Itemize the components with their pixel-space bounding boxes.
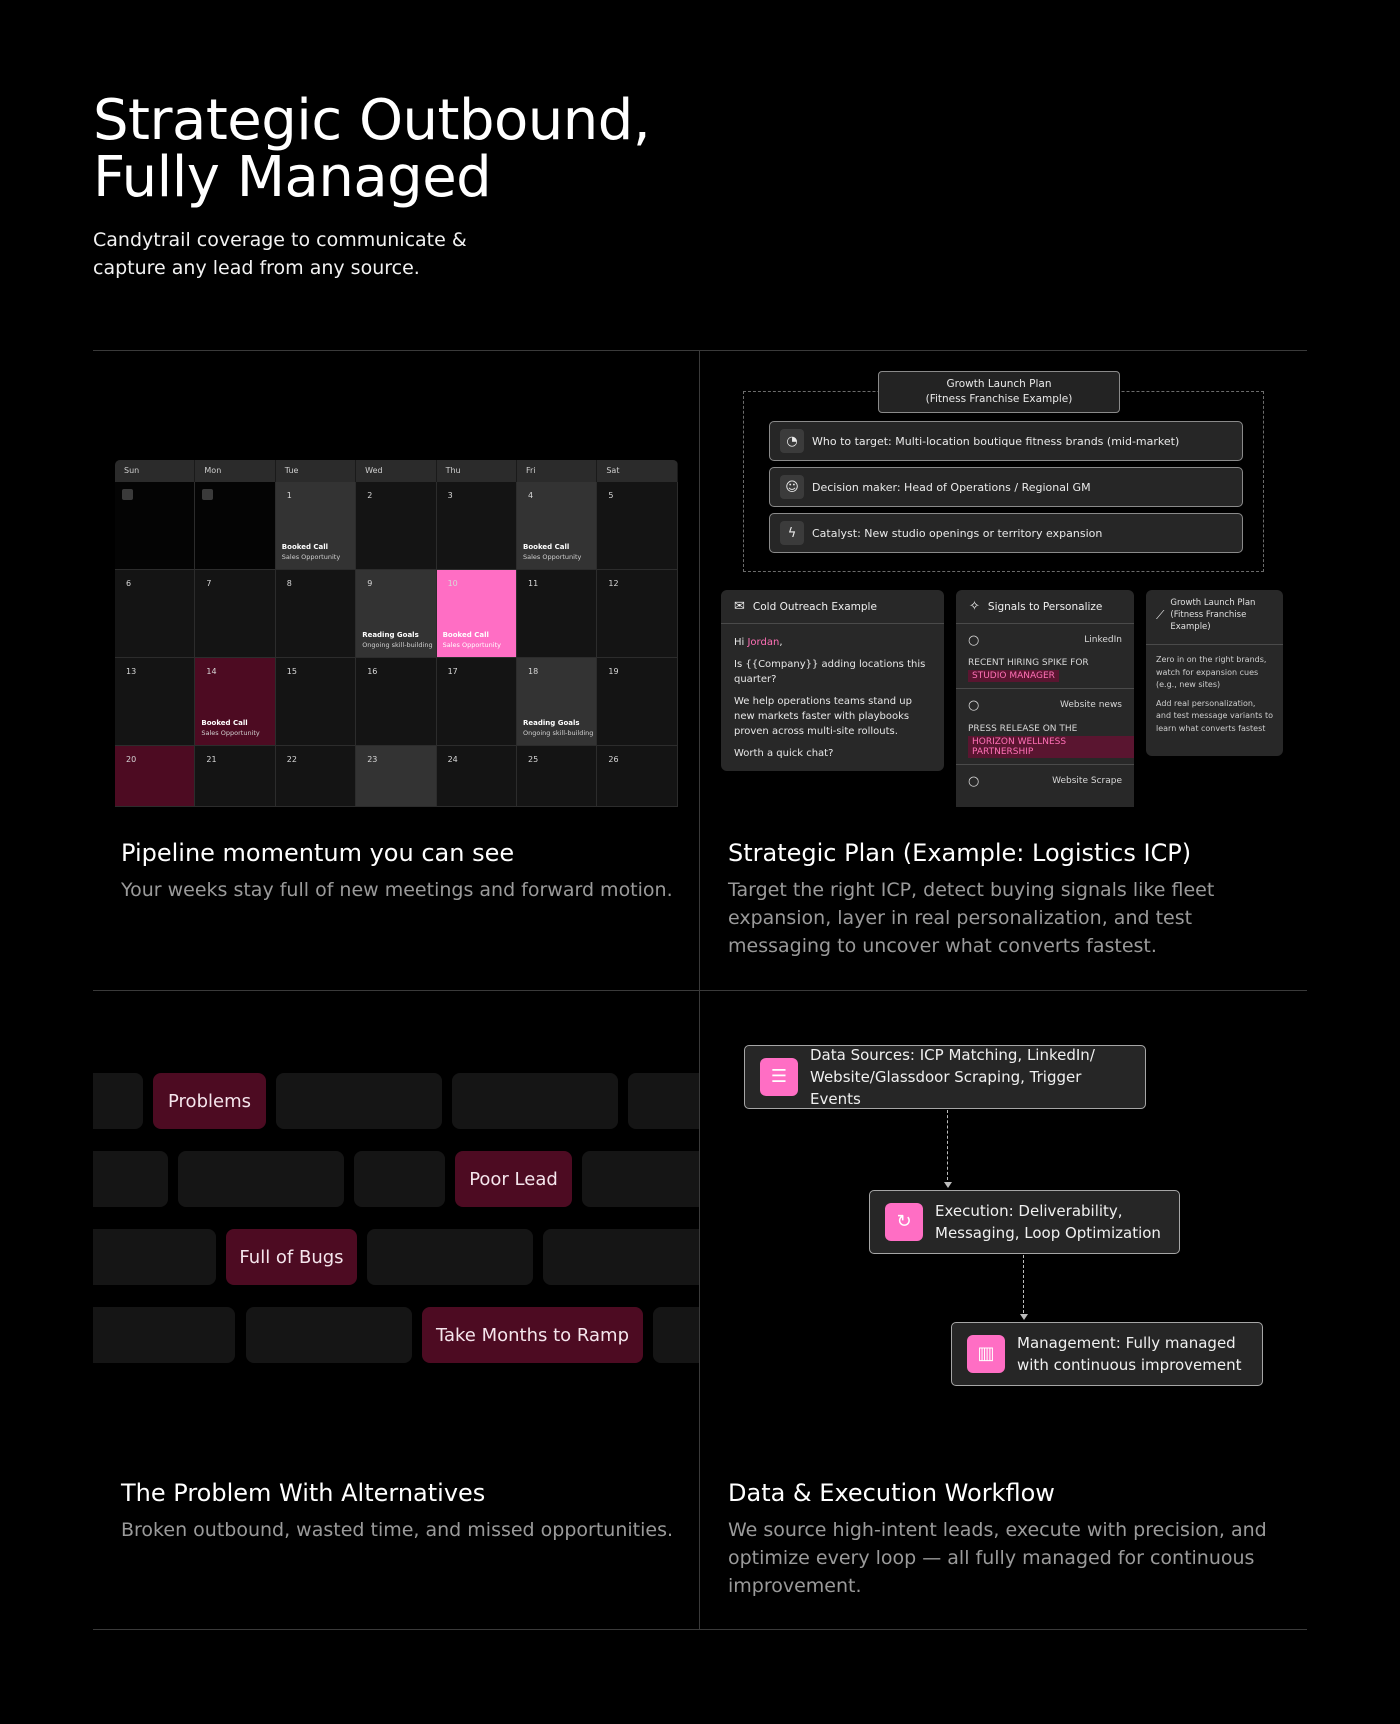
calendar-cell[interactable]: 1 Booked Call Sales Opportunity	[276, 482, 356, 570]
blank-pill	[354, 1151, 445, 1207]
workflow-step-execution: ↻ Execution: Deliverability, Messaging, Loop Optimization	[869, 1190, 1180, 1254]
calendar-cell[interactable]: 9 Reading Goals Ongoing skill-building	[356, 570, 436, 658]
card-description: Broken outbound, wasted time, and missed opportunities.	[121, 1519, 674, 1541]
panel-header: ✉ Cold Outreach Example	[721, 590, 944, 624]
blank-pill	[93, 1307, 235, 1363]
calendar-cell[interactable]: 6	[115, 570, 195, 658]
cold-outreach-panel	[721, 590, 944, 771]
chart-icon: ▥	[967, 1335, 1005, 1373]
calendar-event[interactable]: Reading Goals Ongoing skill-building	[523, 719, 594, 737]
trend-chart-icon: ⟋	[1156, 608, 1165, 622]
calendar-cell[interactable]: 24	[437, 746, 517, 807]
blank-pill	[582, 1151, 699, 1207]
calendar-cell[interactable]: 7	[195, 570, 275, 658]
card-title: Pipeline momentum you can see	[121, 839, 515, 867]
connector-line	[1023, 1255, 1024, 1313]
calendar-cell[interactable]: 23	[356, 746, 436, 807]
calendar-event[interactable]: Booked Call Sales Opportunity	[281, 543, 341, 561]
sparkle-icon: ✧	[969, 599, 980, 614]
divider-top	[93, 350, 1307, 351]
calendar-cell[interactable]: 3	[437, 482, 517, 570]
calendar-cell[interactable]: 2	[356, 482, 436, 570]
calendar-cell[interactable]: 12	[597, 570, 677, 658]
calendar-cell[interactable]: 16	[356, 658, 436, 746]
calendar-event[interactable]: Reading Goals Ongoing skill-building	[362, 631, 433, 649]
blank-pill	[93, 1073, 143, 1129]
blank-pill	[246, 1307, 412, 1363]
day-label: Sun	[115, 460, 195, 482]
plan-row-decision-maker: ☺ Decision maker: Head of Operations / Regional GM	[769, 467, 1243, 507]
calendar-cell[interactable]: 22	[276, 746, 356, 807]
blank-pill	[653, 1307, 699, 1363]
blank-pill	[178, 1151, 344, 1207]
arrow-icon	[944, 1182, 952, 1188]
user-icon: ☺	[780, 475, 804, 499]
signal-item: ○ Website Scrape	[968, 774, 1122, 789]
calendar-event[interactable]: Booked Call Sales Opportunity	[442, 631, 501, 649]
calendar	[115, 460, 678, 807]
growth-plan-panel	[1146, 590, 1283, 756]
card-title: Strategic Plan (Example: Logistics ICP)	[728, 839, 1192, 867]
day-label: Fri	[517, 460, 597, 482]
blank-pill	[367, 1229, 533, 1285]
bulb-icon: ○	[968, 698, 980, 713]
calendar-cell[interactable]: 15	[276, 658, 356, 746]
divider-bottom	[93, 1629, 1307, 1630]
divider-middle	[93, 990, 1307, 991]
checkbox-icon[interactable]	[122, 489, 133, 500]
day-label: Wed	[356, 460, 436, 482]
hero-subtitle: Candytrail coverage to communicate & capture any lead from any source.	[93, 229, 467, 279]
bulb-icon: ○	[968, 774, 980, 789]
card-description: We source high-intent leads, execute with precision, and optimize every loop — all fully managed for continuous improvement.	[728, 1519, 1267, 1597]
outreach-body: Hi Jordan, Is {{Company}} adding locations this quarter? We help operations teams stand up new markets faster with playbooks proven across multi-site rollouts. Worth a quick chat?	[734, 637, 926, 759]
bulb-icon: ○	[968, 633, 980, 648]
calendar-cell[interactable]: 5	[597, 482, 677, 570]
calendar-cell[interactable]: 17	[437, 658, 517, 746]
blank-pill	[452, 1073, 618, 1129]
day-label: Tue	[276, 460, 356, 482]
calendar-cell-highlighted[interactable]: 10 Booked Call Sales Opportunity	[437, 570, 517, 658]
database-icon: ☰	[760, 1058, 798, 1096]
day-label: Thu	[437, 460, 517, 482]
problem-tag: Full of Bugs	[226, 1229, 357, 1285]
plan-header: Growth Launch Plan (Fitness Franchise Example)	[878, 371, 1120, 413]
workflow-step-management: ▥ Management: Fully managed with continuous improvement	[951, 1322, 1263, 1386]
calendar-header	[115, 460, 678, 482]
divider-vertical	[699, 350, 700, 1630]
card-title: Data & Execution Workflow	[728, 1479, 1055, 1507]
problem-tag: Poor Lead	[455, 1151, 572, 1207]
blank-pill	[543, 1229, 699, 1285]
calendar-cell[interactable]: 20	[115, 746, 195, 807]
calendar-cell[interactable]: 18 Reading Goals Ongoing skill-building	[517, 658, 597, 746]
checkbox-icon[interactable]	[202, 489, 213, 500]
hero-title: Strategic Outbound, Fully Managed	[93, 88, 651, 210]
connector-line	[947, 1110, 948, 1180]
calendar-cell[interactable]: 26	[597, 746, 677, 807]
plan-row-catalyst: ϟ Catalyst: New studio openings or territory expansion	[769, 513, 1243, 553]
refresh-icon: ↻	[885, 1203, 923, 1241]
signal-item: ○ LinkedIn RECENT HIRING SPIKE FOR STUDIO MANAGER	[956, 625, 1134, 689]
arrow-icon	[1020, 1314, 1028, 1320]
calendar-event[interactable]: Booked Call Sales Opportunity	[201, 719, 260, 737]
mail-icon: ✉	[734, 599, 745, 614]
panel-header: ⟋ Growth Launch Plan (Fitness Franchise Example)	[1146, 590, 1283, 645]
lightning-icon: ϟ	[780, 521, 804, 545]
calendar-cell[interactable]: 8	[276, 570, 356, 658]
calendar-cell[interactable]: 21	[195, 746, 275, 807]
panel-header: ✧ Signals to Personalize	[956, 590, 1134, 624]
calendar-cell[interactable]: 13	[115, 658, 195, 746]
signals-panel	[956, 590, 1134, 807]
calendar-cell[interactable]: 19	[597, 658, 677, 746]
calendar-grid	[115, 482, 678, 807]
calendar-cell[interactable]: 4 Booked Call Sales Opportunity	[517, 482, 597, 570]
calendar-event[interactable]: Booked Call Sales Opportunity	[523, 543, 582, 561]
blank-pill	[628, 1073, 699, 1129]
panel-body: Zero in on the right brands, watch for expansion cues (e.g., new sites) Add real personalization, and test message variants to learn what converts fastest	[1156, 655, 1273, 733]
problem-tag: Problems	[153, 1073, 266, 1129]
card-title: The Problem With Alternatives	[121, 1479, 486, 1507]
calendar-cell[interactable]: 11	[517, 570, 597, 658]
workflow-step-data-sources: ☰ Data Sources: ICP Matching, LinkedIn/ Website/Glassdoor Scraping, Trigger Events	[744, 1045, 1146, 1109]
plan-row-target: ◔ Who to target: Multi-location boutique fitness brands (mid-market)	[769, 421, 1243, 461]
blank-pill	[276, 1073, 442, 1129]
card-description: Target the right ICP, detect buying signals like fleet expansion, layer in real personalization, and test messaging to uncover what converts fastest.	[728, 879, 1215, 957]
problem-tag: Take Months to Ramp	[422, 1307, 643, 1363]
day-label: Sat	[597, 460, 677, 482]
problem-pills	[93, 1070, 699, 1370]
calendar-cell[interactable]: 25	[517, 746, 597, 807]
day-label: Mon	[195, 460, 275, 482]
blank-pill	[93, 1229, 216, 1285]
signal-item: ○ Website news PRESS RELEASE ON THE HORIZON WELLNESS PARTNERSHIP	[956, 690, 1134, 765]
pie-chart-icon: ◔	[780, 429, 804, 453]
card-description: Your weeks stay full of new meetings and forward motion.	[121, 879, 673, 901]
calendar-cell[interactable]	[115, 482, 195, 570]
calendar-cell[interactable]: 14 Booked Call Sales Opportunity	[195, 658, 275, 746]
calendar-cell[interactable]	[195, 482, 275, 570]
blank-pill	[93, 1151, 168, 1207]
